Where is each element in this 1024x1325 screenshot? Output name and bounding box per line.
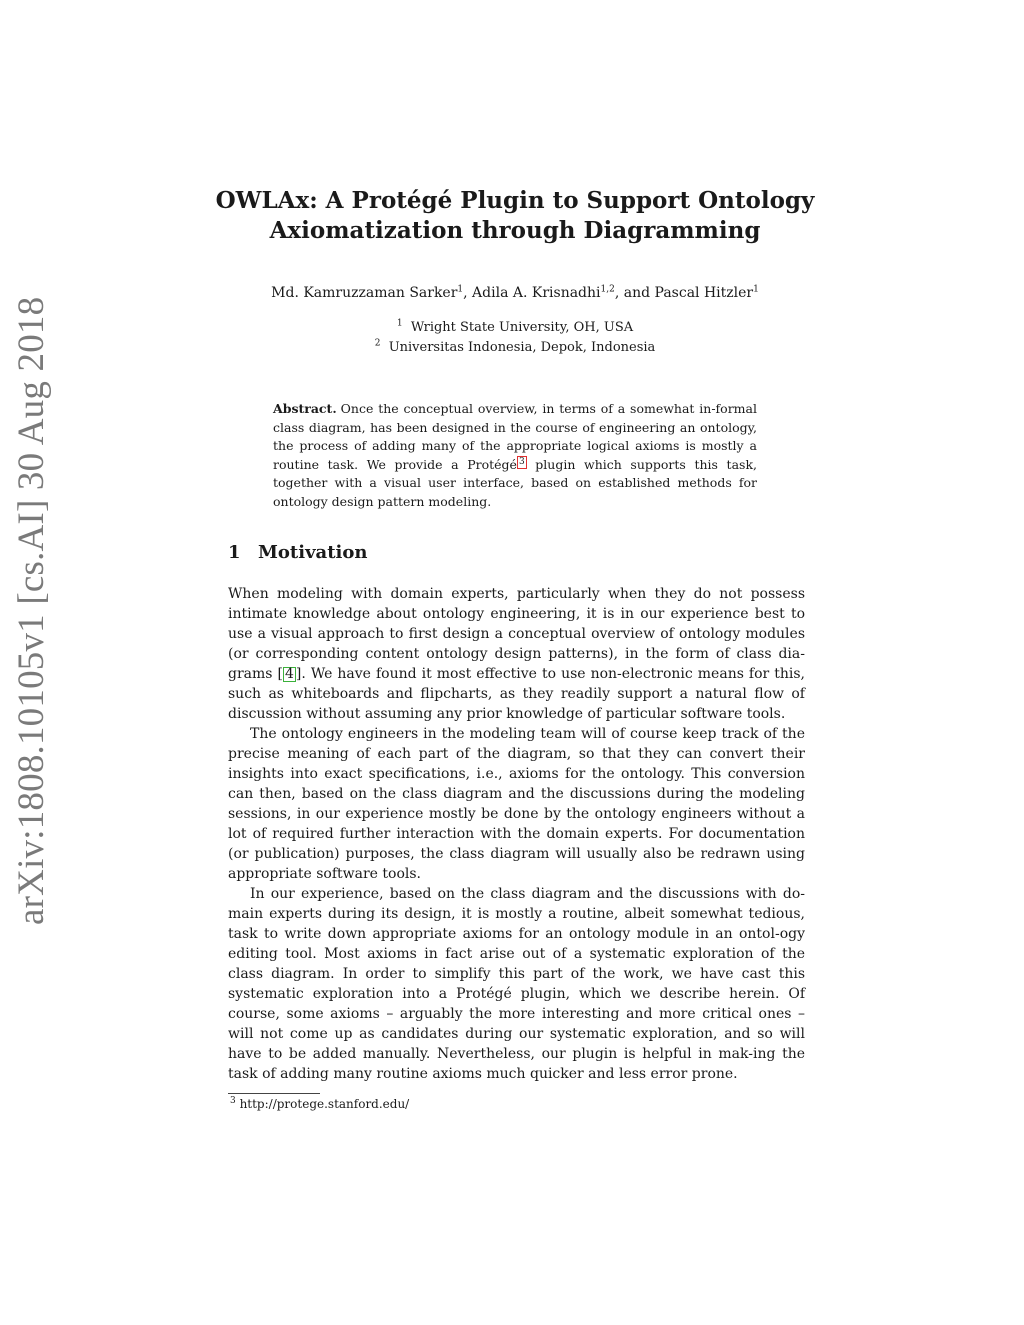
author-affiliation-marker: 1,2 [600, 284, 615, 295]
section-title: Motivation [258, 542, 368, 563]
affiliation-item [300, 338, 730, 358]
affiliation-number: 2 [374, 338, 381, 349]
footnote-url[interactable]: http://protege.stanford.edu/ [239, 1097, 410, 1111]
paragraph: In our experience, based on the class diagram and the discussions with do-main experts during its design, it is mostly a routine, albeit somewhat tedious, task to write down appropriate axioms for an ontology module in an ontol-ogy editing tool. Most axioms in fact arise out of a systematic exploration of the class diagram. In order to simplify this part of the work, we have cast this systematic exploration into a Protégé plugin, which we describe herein. Of course, some axioms – arguably the more interesting and more critical ones – will not come up as candidates during our systematic exploration, and so will have to be added manually. Nevertheless, our plugin is helpful in mak-ing the task of adding many routine axioms much quicker and less error prone. [228, 886, 805, 1082]
footnote-divider [228, 1093, 320, 1094]
affiliation-item [300, 318, 730, 338]
paragraph-text: When modeling with domain experts, particularly when they do not possess intimate knowledge about ontology engineering, it is in our experience best to use a visual approach to first design a conceptual overview of ontology modules (or corresponding content ontology design patterns), in the form of class dia-grams [ [228, 586, 805, 682]
paragraph [228, 584, 805, 724]
section-body [228, 584, 805, 1084]
paper-title [200, 186, 830, 246]
affiliation-number: 1 [396, 318, 403, 329]
paragraph-text-continued: ]. We have found it most effective to use non-electronic means for this, such as whiteboards and flipcharts, as they readily support a natural flow of discussion without assuming any prior knowledge of particular software tools. [228, 666, 806, 722]
paper-title-line-2: Axiomatization through Diagramming [269, 217, 761, 244]
footnote-reference-link[interactable]: 3 [518, 456, 525, 467]
abstract-text: Once the conceptual overview, in terms of a somewhat in-formal class diagram, has been designed in the course of engineering an ontology, the process of adding many of the appropriate logical axioms is mostly a routine task. We provide a Protégé [273, 401, 757, 472]
arxiv-identifier-stamp: arXiv:1808.10105v1 [cs.AI] 30 Aug 2018 [11, 296, 52, 925]
paper-title-line-1: OWLAx: A Protégé Plugin to Support Ontology [215, 187, 815, 214]
author-affiliation-marker: 1 [457, 284, 464, 295]
citation-link[interactable]: 4 [284, 666, 294, 682]
author-separator: , and [614, 285, 655, 301]
affiliation-text: Universitas Indonesia, Depok, Indonesia [388, 340, 656, 355]
author-separator: , [463, 285, 473, 301]
affiliation-text: Wright State University, OH, USA [410, 320, 634, 335]
abstract [273, 400, 757, 511]
abstract-text-continued: plugin which supports this task, together with a visual user interface, based on established methods for ontology design pattern modeling. [273, 456, 757, 509]
footnote-number: 3 [230, 1096, 236, 1106]
abstract-label: Abstract. [273, 401, 337, 416]
author-name: Pascal Hitzler [654, 285, 754, 301]
author-name: Adila A. Krisnadhi [472, 285, 601, 301]
section-heading [228, 542, 367, 563]
author-affiliation-marker: 1 [753, 284, 759, 295]
footnote [230, 1095, 409, 1113]
author-list [200, 283, 830, 303]
section-number: 1 [228, 542, 241, 563]
affiliation-list [300, 318, 730, 358]
paragraph: The ontology engineers in the modeling team will of course keep track of the precise meaning of each part of the diagram, so that they can convert their insights into exact specifications, i.e., axioms for the ontology. This conversion can then, based on the class diagram and the discussions during the modeling sessions, in our experience mostly be done by the ontology engineers without a lot of required further interaction with the domain experts. For documentation (or publication) purposes, the class diagram will usually also be redrawn using appropriate software tools. [228, 726, 805, 882]
author-name: Md. Kamruzzaman Sarker [271, 285, 458, 301]
